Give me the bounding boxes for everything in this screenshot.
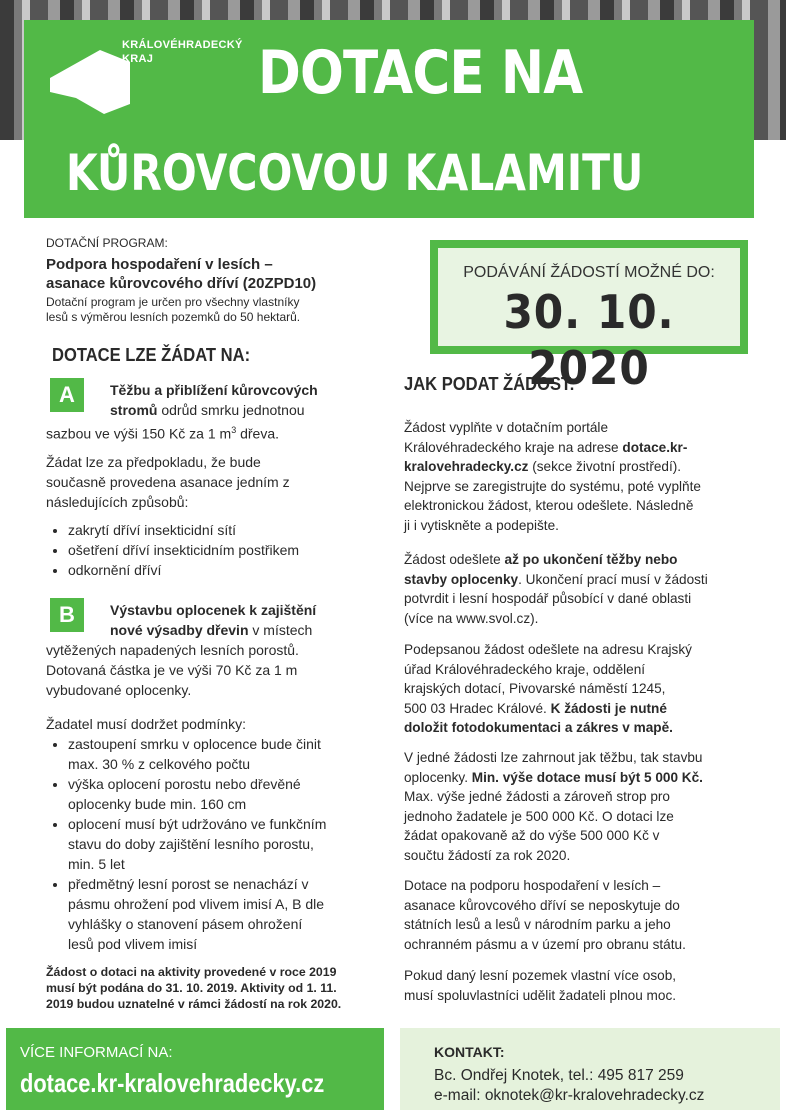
text-line: potvrdit i lesní hospodář působící v dané oblasti bbox=[404, 591, 692, 606]
bullet-line: stavu do doby zajištění lesního porostu, bbox=[68, 836, 314, 852]
text-line bbox=[404, 699, 754, 719]
page-title-line1: DOTACE NA bbox=[258, 38, 583, 108]
text-line: Pokud daný lesní pozemek vlastní více osob, bbox=[404, 968, 677, 983]
deadline-notice bbox=[46, 964, 386, 1012]
footer-more-info bbox=[6, 1028, 384, 1110]
section-b-line4: Dotovaná částka je ve výši 70 Kč za 1 m bbox=[46, 662, 298, 678]
text-line: (více na www.svol.cz). bbox=[404, 610, 539, 626]
section-a-rate-text: sazbou ve výši 150 Kč za 1 m bbox=[46, 425, 232, 442]
text-line: ochranném pásmu a v území pro obranu státu. bbox=[404, 936, 686, 952]
text-bold: K žádosti je nutné bbox=[550, 700, 667, 716]
list-item bbox=[68, 814, 398, 874]
program-label: DOTAČNÍ PROGRAM: bbox=[46, 236, 168, 250]
text-line bbox=[404, 457, 754, 477]
section-b-cond-label: Žadatel musí dodržet podmínky: bbox=[46, 716, 246, 732]
logo-line2: KRAJ bbox=[122, 53, 154, 65]
section-a-cond-line1: Žádat lze za předpokladu, že bude bbox=[46, 454, 261, 470]
bullet-line: oplocenky bude min. 160 cm bbox=[68, 796, 247, 812]
text-line: ji i vytiskněte a podepište. bbox=[404, 517, 559, 533]
list-item: • zakrytí dříví insekticidní sítí bbox=[68, 520, 398, 540]
section-b-bullets bbox=[46, 734, 398, 954]
text-line: krajských dotací, Pivovarské náměstí 1245, bbox=[404, 681, 666, 696]
bullet-line: lesů pod vlivem imisí bbox=[68, 936, 198, 952]
text-line: Max. výše jedné žádosti a zároveň strop pro bbox=[404, 789, 670, 804]
text-line: státních lesů a lesů v národním parku a jeho bbox=[404, 917, 671, 932]
deadline-label: PODÁVÁNÍ ŽÁDOSTÍ MOŽNÉ DO: bbox=[463, 264, 715, 281]
how-to-apply-heading: JAK PODAT ŽÁDOST: bbox=[404, 374, 575, 394]
bullet-line: pásmu ohrožení pod vlivem imisí A, B dle bbox=[68, 896, 325, 912]
section-a-condition bbox=[46, 452, 386, 512]
text-bold: doložit fotodokumentaci a zákres v mapě. bbox=[404, 720, 673, 735]
list-item: • odkornění dříví bbox=[68, 560, 398, 580]
text-part: Žádost odešlete bbox=[404, 552, 505, 567]
section-a-rest2: odrůd smrku jednotnou bbox=[157, 402, 305, 418]
section-a-bullets bbox=[46, 520, 398, 580]
bullet-line: výška oplocení porostu nebo dřevěné bbox=[68, 776, 301, 792]
list-item bbox=[68, 774, 398, 814]
list-item bbox=[68, 874, 398, 954]
section-a-cond-line2: současně provedena asanace jedním z bbox=[46, 474, 290, 490]
text-part: . Ukončení prací musí v žádosti bbox=[518, 571, 708, 587]
section-b-title bbox=[110, 600, 390, 640]
text-line bbox=[404, 718, 754, 738]
section-b-description bbox=[46, 640, 386, 700]
footer-contact bbox=[400, 1028, 780, 1110]
deadline-date: 30. 10. 2020 bbox=[503, 285, 675, 395]
text-line: žádat opakovaně až do výše 500 000 Kč v bbox=[404, 828, 660, 843]
how-paragraph-1 bbox=[404, 418, 754, 535]
portal-link-part1[interactable]: dotace.kr- bbox=[622, 439, 688, 455]
text-bold: Min. výše dotace musí být 5 000 Kč. bbox=[471, 769, 703, 785]
program-description bbox=[46, 295, 386, 325]
text-part: 500 03 Hradec Králové. bbox=[404, 700, 551, 716]
text-line: asanace kůrovcového dříví se neposkytuje do bbox=[404, 897, 680, 913]
text-line bbox=[404, 768, 754, 788]
notice-line3: 2019 budou uznatelné v rámci žádostí na rok 2020. bbox=[46, 997, 342, 1011]
section-b-rest2: v místech bbox=[248, 622, 313, 638]
text-line: jednoho žadatele je 500 000 Kč. O dotaci lze bbox=[404, 808, 674, 824]
program-name bbox=[46, 255, 386, 293]
section-b-bold1: Výstavbu oplocenek k zajištění bbox=[110, 602, 317, 618]
text-line: V jedné žádosti lze zahrnout jak těžbu, tak stavbu bbox=[404, 750, 703, 765]
page-title-line2: KŮROVCOVOU KALAMITU bbox=[66, 144, 644, 202]
text-line: musí spoluvlastníci udělit žadateli plnou moc. bbox=[404, 987, 677, 1003]
text-line: Dotace na podporu hospodaření v lesích – bbox=[404, 878, 661, 893]
program-name-line2: asanace kůrovcového dříví (20ZPD10) bbox=[46, 275, 317, 292]
section-b-badge: B bbox=[50, 598, 84, 632]
text-part: Královéhradeckého kraje na adrese bbox=[404, 439, 623, 455]
text-bold: stavby oplocenky bbox=[404, 571, 519, 587]
bullet-line: max. 30 % z celkového počtu bbox=[68, 756, 251, 772]
section-a-bold2: stromů bbox=[110, 402, 158, 418]
program-info bbox=[46, 236, 386, 325]
how-paragraph-5 bbox=[404, 876, 754, 954]
section-a-bold1: Těžbu a přiblížení kůrovcových bbox=[110, 382, 318, 398]
text-line bbox=[404, 550, 754, 570]
list-item: • ošetření dříví insekticidním postřikem bbox=[68, 540, 398, 560]
section-b-line3: vytěžených napadených lesních porostů. bbox=[46, 642, 299, 658]
text-line: součtu žádostí za rok 2020. bbox=[404, 847, 571, 863]
contact-email-link[interactable]: e-mail: oknotek@kr-kralovehradecky.cz bbox=[434, 1087, 705, 1104]
how-paragraph-6 bbox=[404, 966, 754, 1005]
bullet-line: oplocení musí být udržováno ve funkčním bbox=[68, 816, 327, 832]
contact-name-phone: Bc. Ondřej Knotek, tel.: 495 817 259 bbox=[434, 1067, 684, 1084]
text-line: elektronickou žádost, kterou odešlete. Následně bbox=[404, 498, 694, 513]
section-b-line5: vybudované oplocenky. bbox=[46, 682, 192, 698]
contact-label: KONTAKT: bbox=[434, 1044, 505, 1060]
section-a-cond-line3: následujících způsobů: bbox=[46, 494, 189, 510]
list-item bbox=[68, 734, 398, 774]
text-line: Žádost vyplňte v dotačním portále bbox=[404, 420, 609, 435]
text-bold: až po ukončení těžby nebo bbox=[504, 552, 678, 567]
bullet-line: vyhlášky o stanovení pásem ohrožení bbox=[68, 916, 303, 932]
text-part: (sekce životní prostředí). bbox=[528, 459, 682, 474]
section-a-rate-sup: 3 bbox=[231, 425, 237, 435]
how-paragraph-2 bbox=[404, 550, 754, 628]
logo-text bbox=[122, 38, 262, 66]
program-desc-line1: Dotační program je určen pro všechny vlastníky bbox=[46, 295, 300, 309]
notice-line2: musí být podána do 31. 10. 2019. Aktivity od 1. 11. bbox=[46, 981, 337, 995]
more-info-label: VÍCE INFORMACÍ NA: bbox=[20, 1044, 173, 1061]
program-name-line1: Podpora hospodaření v lesích – bbox=[46, 256, 273, 273]
section-b-bold2: nové výsadby dřevin bbox=[110, 622, 249, 638]
bullet-line: předmětný lesní porost se nenachází v bbox=[68, 876, 309, 892]
text-part: oplocenky. bbox=[404, 769, 472, 785]
logo-line1: KRÁLOVÉHRADECKÝ bbox=[122, 39, 243, 51]
section-a-rate-unit: dřeva. bbox=[236, 425, 280, 442]
section-a-rate bbox=[46, 420, 386, 444]
bullet-line: min. 5 let bbox=[68, 856, 125, 872]
portal-link-part2[interactable]: kralovehradecky.cz bbox=[404, 459, 529, 474]
text-line bbox=[404, 570, 754, 590]
section-a-badge: A bbox=[50, 378, 84, 412]
more-info-url-link[interactable]: dotace.kr-kralovehradecky.cz bbox=[20, 1068, 325, 1098]
text-line: Podepsanou žádost odešlete na adresu Krajský bbox=[404, 642, 692, 657]
program-desc-line2: lesů s výměrou lesních pozemků do 50 hektarů. bbox=[46, 310, 301, 324]
notice-line1: Žádost o dotaci na aktivity provedené v roce 2019 bbox=[46, 965, 337, 979]
bullet-line: zastoupení smrku v oplocence bude činit bbox=[68, 736, 321, 752]
section-a-title bbox=[110, 380, 390, 420]
how-paragraph-3 bbox=[404, 640, 754, 738]
text-line: úřad Královéhradeckého kraje, oddělení bbox=[404, 661, 646, 677]
subsidy-heading: DOTACE LZE ŽÁDAT NA: bbox=[52, 345, 251, 365]
text-line: Nejprve se zaregistrujte do systému, poté vyplňte bbox=[404, 478, 701, 494]
how-paragraph-4 bbox=[404, 748, 754, 865]
text-line bbox=[404, 438, 754, 458]
